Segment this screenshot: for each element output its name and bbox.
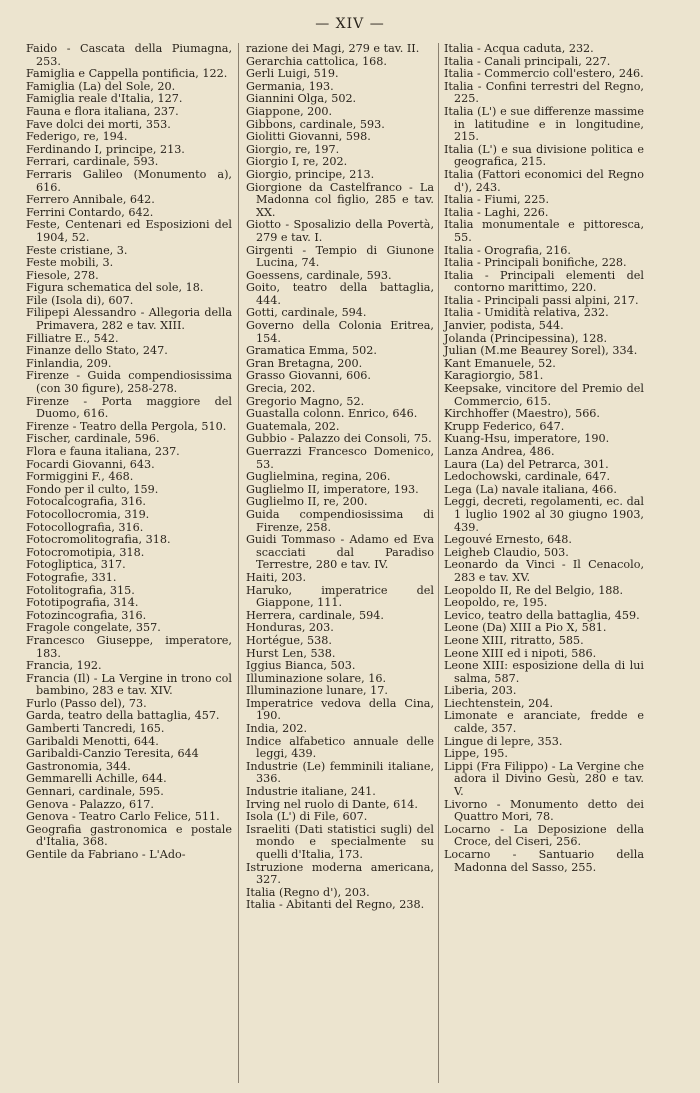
index-entry: Italia (L') e sua divisione politica e geografica, 215.	[444, 142, 644, 169]
index-entry: Gerli Luigi, 519.	[246, 67, 339, 81]
index-entry: Filliatre E., 542.	[26, 331, 119, 345]
index-entry: Guglielmo II, imperatore, 193.	[246, 482, 419, 496]
index-entry: Germania, 193.	[246, 79, 334, 93]
index-entry: Liechtenstein, 204.	[444, 696, 554, 710]
index-entry: Fotogliptica, 317.	[26, 558, 126, 572]
index-entry: Locarno - Santuario della Madonna del Sasso, 255.	[444, 848, 644, 874]
index-entry: Guglielmo II, re, 200.	[246, 495, 368, 509]
index-entry: Fotolitografia, 315.	[26, 583, 135, 597]
index-entry: Guglielmina, regina, 206.	[246, 470, 391, 484]
index-entry: Giorgione da Castelfranco - La Madonna col figlio, 285 e tav. XX.	[246, 180, 434, 219]
index-entry: Faido - Cascata della Piumagna, 253.	[26, 42, 232, 68]
index-entry: Imperatrice vedova della Cina, 190.	[246, 696, 434, 723]
index-entry: Lega (La) navale italiana, 466.	[444, 482, 617, 496]
index-entry: Jolanda (Principessina), 128.	[444, 331, 608, 345]
index-entry: Italia - Acqua caduta, 232.	[444, 42, 594, 55]
index-entry: Leone XIII: esposizione della di lui salma, 587.	[444, 659, 644, 685]
index-entry: Italia - Fiumi, 225.	[444, 193, 550, 207]
index-entry: Italia - Laghi, 226.	[444, 205, 549, 219]
index-entry: Giotto - Sposalizio della Povertà, 279 e tav. I.	[246, 218, 434, 244]
index-entry: Genova - Teatro Carlo Felice, 511.	[26, 810, 220, 824]
index-entry: Isola (L') di File, 607.	[246, 810, 368, 824]
index-entry: Giorgio, principe, 213.	[246, 167, 375, 181]
index-entry: Ferraris Galileo (Monumento a), 616.	[26, 167, 232, 194]
index-entry: Francesco Giuseppe, imperatore, 183.	[26, 633, 232, 660]
index-entry: Finlandia, 209.	[26, 356, 112, 370]
index-entry: Leone XIII, ritratto, 585.	[444, 633, 584, 647]
index-entry: Israeliti (Dati statistici sugli) del mondo e specialmente su quelli d'Italia, 173.	[246, 822, 434, 861]
index-entry: Fave dolci dei morti, 353.	[26, 117, 171, 131]
index-entry: Industrie (Le) femminili italiane, 336.	[246, 759, 434, 786]
index-entry: Firenze - Teatro della Pergola, 510.	[26, 419, 227, 433]
index-entry: Italia - Principali passi alpini, 217.	[444, 293, 639, 307]
index-entry: Gennari, cardinale, 595.	[26, 785, 164, 799]
index-entry: Ledochowski, cardinale, 647.	[444, 470, 611, 484]
index-entry: Furlo (Passo del), 73.	[26, 696, 147, 710]
index-entry: Ferrero Annibale, 642.	[26, 193, 155, 207]
index-entry: Kant Emanuele, 52.	[444, 356, 556, 370]
index-entry: Fiesole, 278.	[26, 268, 99, 282]
index-entry: Famiglia e Cappella pontificia, 122.	[26, 67, 228, 81]
index-entry: Fauna e flora italiana, 237.	[26, 104, 179, 118]
index-entry: Fotocromotipia, 318.	[26, 545, 145, 559]
index-entry: Goito, teatro della battaglia, 444.	[246, 281, 434, 307]
index-entry: Lippi (Fra Filippo) - La Vergine che adora il Divino Gesù, 280 e tav. V.	[444, 759, 644, 799]
index-entry: Ferrari, cardinale, 593.	[26, 155, 159, 169]
index-entry: Leone XIII ed i nipoti, 586.	[444, 646, 597, 660]
index-entry: Firenze - Guida compendiosissima (con 30 figure), 258-278.	[26, 369, 232, 396]
index-entry: Istruzione moderna americana, 327.	[246, 860, 434, 887]
index-entry: Gentile da Fabriano - L'Ado-	[26, 848, 186, 861]
index-entry: Fondo per il culto, 159.	[26, 482, 159, 496]
index-entry: Krupp Federico, 647.	[444, 419, 565, 433]
index-entry: Livorno - Monumento detto dei Quattro Mori, 78.	[444, 797, 644, 824]
index-entry: Francia, 192.	[26, 659, 102, 673]
index-entry: Fischer, cardinale, 596.	[26, 432, 160, 446]
index-entry: Italia monumentale e pittoresca, 55.	[444, 218, 644, 244]
index-entry: Gregorio Magno, 52.	[246, 394, 365, 408]
index-entry: India, 202.	[246, 722, 308, 736]
index-entry: Famiglia reale d'Italia, 127.	[26, 92, 183, 106]
index-entry: Lippe, 195.	[444, 747, 508, 761]
index-entry: Garibaldi-Canzio Teresita, 644	[26, 747, 199, 761]
index-entry: Guatemala, 202.	[246, 419, 340, 433]
index-entry: Gastronomia, 344.	[26, 759, 131, 773]
index-entry: Gemmarelli Achille, 644.	[26, 772, 167, 786]
index-entry: Laura (La) del Petrarca, 301.	[444, 457, 609, 471]
index-entry: Illuminazione lunare, 17.	[246, 684, 388, 698]
index-entry: Italia - Orografia, 216.	[444, 243, 571, 257]
index-entry: Giorgio, re, 197.	[246, 142, 340, 156]
index-entry: Gran Bretagna, 200.	[246, 356, 363, 370]
index-entry: Janvier, podista, 544.	[444, 319, 564, 333]
index-entry: Fotocalcografia, 316.	[26, 495, 146, 509]
index-entry: Fotocromolitografia, 318.	[26, 533, 171, 547]
index-entry: Giorgio I, re, 202.	[246, 155, 348, 169]
index-entry: Gramatica Emma, 502.	[246, 344, 377, 358]
column-divider-2	[438, 43, 439, 1083]
index-entry: Famiglia (La) del Sole, 20.	[26, 79, 176, 93]
index-entry: Goessens, cardinale, 593.	[246, 268, 392, 282]
index-entry: Illuminazione solare, 16.	[246, 671, 387, 685]
index-entry: Lingue di lepre, 353.	[444, 734, 563, 748]
index-entry: Leone (Da) XIII a Pio X, 581.	[444, 621, 607, 635]
index-entry: Garibaldi Menotti, 644.	[26, 734, 159, 748]
index-entry: Feste cristiane, 3.	[26, 243, 128, 257]
index-entry: Italia - Abitanti del Regno, 238.	[246, 898, 425, 912]
index-entry: File (Isola di), 607.	[26, 293, 134, 307]
index-entry: Guida compendiosissima di Firenze, 258.	[246, 507, 434, 534]
index-entry: Giappone, 200.	[246, 104, 333, 118]
index-entry: Industrie italiane, 241.	[246, 785, 376, 799]
index-entry: razione dei Magi, 279 e tav. II.	[246, 42, 420, 55]
index-entry: Guastalla colonn. Enrico, 646.	[246, 407, 418, 421]
index-entry: Fototipografia, 314.	[26, 596, 139, 610]
index-entry: Leopoldo II, Re del Belgio, 188.	[444, 583, 624, 597]
index-entry: Focardi Giovanni, 643.	[26, 457, 155, 471]
index-entry: Federigo, re, 194.	[26, 130, 128, 144]
index-entry: Leopoldo, re, 195.	[444, 596, 548, 610]
index-entry: Iggius Bianca, 503.	[246, 659, 356, 673]
index-entry: Grasso Giovanni, 606.	[246, 369, 371, 383]
index-entry: Indice alfabetico annuale delle leggi, 439.	[246, 734, 434, 761]
index-entry: Genova - Palazzo, 617.	[26, 797, 154, 811]
index-entry: Giolitti Giovanni, 598.	[246, 130, 371, 144]
index-entry: Giannini Olga, 502.	[246, 92, 357, 106]
index-entry: Fotografie, 331.	[26, 570, 117, 584]
index-entry: Gamberti Tancredi, 165.	[26, 722, 165, 736]
index-entry: Italia - Commercio coll'estero, 246.	[444, 67, 644, 81]
index-entry: Hortégue, 538.	[246, 633, 332, 647]
index-column-3	[444, 43, 644, 874]
index-entry: Keepsake, vincitore del Premio del Commercio, 615.	[444, 382, 644, 408]
index-entry: Hurst Len, 538.	[246, 646, 336, 660]
column-divider-1	[238, 43, 239, 1083]
index-entry: Fotozincografia, 316.	[26, 608, 147, 622]
index-entry: Limonate e aranciate, fredde e calde, 357.	[444, 709, 644, 736]
index-entry: Leigheb Claudio, 503.	[444, 545, 569, 559]
index-entry: Haiti, 203.	[246, 570, 307, 584]
index-entry: Locarno - La Deposizione della Croce, del Ciseri, 256.	[444, 822, 644, 849]
index-entry: Guerrazzi Francesco Domenico, 53.	[246, 445, 434, 471]
page-number-header: — XIV —	[315, 16, 385, 32]
index-entry: Kuang-Hsu, imperatore, 190.	[444, 432, 610, 446]
index-entry: Finanze dello Stato, 247.	[26, 344, 168, 358]
index-entry: Figura schematica del sole, 18.	[26, 281, 204, 295]
index-entry: Governo della Colonia Eritrea, 154.	[246, 319, 434, 345]
index-column-1	[26, 43, 232, 862]
index-entry: Italia - Principali elementi del contorno marittimo, 220.	[444, 268, 644, 295]
index-entry: Firenze - Porta maggiore del Duomo, 616.	[26, 394, 232, 421]
index-entry: Italia - Principali bonifiche, 228.	[444, 256, 627, 270]
index-entry: Julian (M.me Beaurey Sorel), 334.	[444, 344, 638, 358]
index-entry: Feste mobili, 3.	[26, 256, 114, 270]
index-entry: Gubbio - Palazzo dei Consoli, 75.	[246, 432, 432, 446]
index-entry: Gerarchia cattolica, 168.	[246, 54, 387, 68]
index-entry: Girgenti - Tempio di Giunone Lucina, 74.	[246, 243, 434, 270]
index-entry: Italia - Confini terrestri del Regno, 225.	[444, 79, 644, 106]
index-entry: Italia (Regno d'), 203.	[246, 885, 370, 899]
index-entry: Francia (Il) - La Vergine in trono col bambino, 283 e tav. XIV.	[26, 671, 232, 698]
index-entry: Haruko, imperatrice del Giappone, 111.	[246, 583, 434, 610]
index-entry: Levico, teatro della battaglia, 459.	[444, 608, 640, 622]
index-entry: Leonardo da Vinci - Il Cenacolo, 283 e tav. XV.	[444, 558, 644, 584]
index-entry: Gotti, cardinale, 594.	[246, 306, 367, 320]
index-entry: Geografia gastronomica e postale d'Italia, 368.	[26, 822, 232, 849]
index-entry: Italia (L') e sue differenze massime in latitudine e in longitudine, 215.	[444, 104, 644, 144]
index-entry: Italia (Fattori economici del Regno d'), 243.	[444, 167, 644, 194]
index-entry: Formiggini F., 468.	[26, 470, 134, 484]
index-column-2	[246, 43, 434, 912]
index-entry: Guidi Tommaso - Adamo ed Eva scacciati dal Paradiso Terrestre, 280 e tav. IV.	[246, 533, 434, 572]
index-entry: Herrera, cardinale, 594.	[246, 608, 384, 622]
index-entry: Flora e fauna italiana, 237.	[26, 445, 180, 458]
index-entry: Gibbons, cardinale, 593.	[246, 117, 385, 131]
index-entry: Ferrini Contardo, 642.	[26, 205, 154, 219]
index-entry: Fotocollocromia, 319.	[26, 507, 150, 521]
index-entry: Feste, Centenari ed Esposizioni del 1904, 52.	[26, 218, 232, 244]
index-entry: Grecia, 202.	[246, 382, 316, 396]
index-entry: Fotocollografia, 316.	[26, 520, 144, 534]
index-entry: Legouvé Ernesto, 648.	[444, 533, 572, 547]
index-entry: Karagiorgio, 581.	[444, 369, 544, 383]
index-entry: Leggi, decreti, regolamenti, ec. dal 1 luglio 1902 al 30 giugno 1903, 439.	[444, 495, 644, 534]
index-entry: Liberia, 203.	[444, 684, 517, 698]
index-entry: Honduras, 203.	[246, 621, 334, 635]
index-entry: Irving nel ruolo di Dante, 614.	[246, 797, 418, 811]
index-entry: Ferdinando I, principe, 213.	[26, 142, 185, 156]
index-entry: Lanza Andrea, 486.	[444, 445, 555, 458]
index-entry: Kirchhoffer (Maestro), 566.	[444, 407, 600, 421]
index-entry: Fragole congelate, 357.	[26, 621, 161, 635]
index-entry: Filipepi Alessandro - Allegoria della Primavera, 282 e tav. XIII.	[26, 306, 232, 333]
index-entry: Italia - Canali principali, 227.	[444, 54, 611, 68]
index-entry: Garda, teatro della battaglia, 457.	[26, 709, 220, 723]
index-entry: Italia - Umidità relativa, 232.	[444, 306, 609, 320]
